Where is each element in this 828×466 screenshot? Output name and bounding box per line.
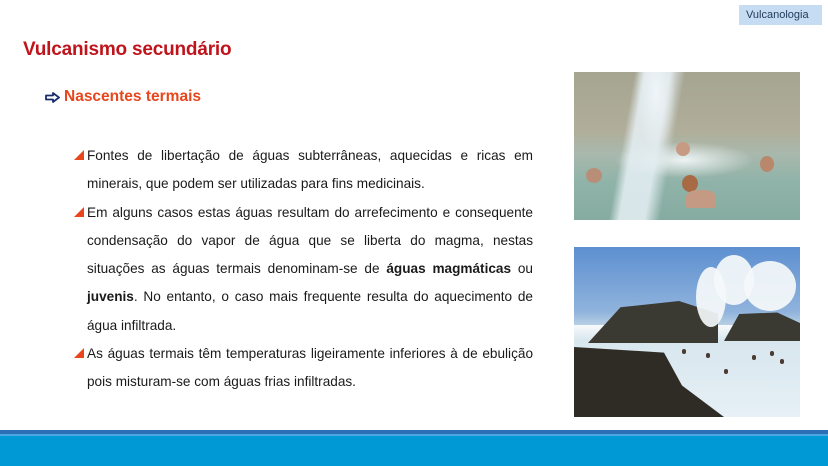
bullet-paragraph — [74, 340, 533, 397]
text-run: ou — [511, 261, 533, 277]
geothermal-lagoon-photo — [574, 247, 800, 417]
bullet-paragraph — [74, 199, 533, 340]
slide-subtitle — [45, 88, 201, 106]
arrow-right-outline-icon — [45, 92, 60, 103]
bather — [676, 142, 690, 156]
text-run: Em alguns casos estas águas resultam do arrefecimento e consequente condensação do vapor de água que se liberta do magma, nestas situações as águas termais denominam-se de — [87, 204, 533, 277]
bather — [686, 190, 716, 208]
hot-spring-waterfall-photo — [574, 72, 800, 220]
slide-title: Vulcanismo secundário — [23, 39, 232, 60]
bather — [780, 359, 784, 364]
slide-body — [74, 142, 533, 397]
paragraph-text — [87, 199, 533, 340]
bullet-paragraph — [74, 142, 533, 199]
footer-bar — [0, 436, 828, 466]
bather — [724, 369, 728, 374]
triangle-bullet-icon — [74, 150, 84, 160]
bather — [760, 156, 774, 172]
text-run: Fontes de libertação de águas subterrâneas, aquecidas e ricas em minerais, que podem ser utilizadas para fins medicinais. — [87, 148, 533, 192]
paragraph-text — [87, 340, 533, 397]
triangle-bullet-icon — [74, 207, 84, 217]
bather — [752, 355, 756, 360]
text-run: As águas termais têm temperaturas ligeiramente inferiores à de ebulição pois misturam-se com águas frias infiltradas. — [87, 346, 533, 390]
lava-rocks — [574, 347, 724, 417]
paragraph-text — [87, 142, 533, 199]
bold-term: juvenis — [87, 289, 134, 305]
mountain — [724, 311, 800, 341]
bather — [682, 349, 686, 354]
triangle-bullet-icon — [74, 348, 84, 358]
bather — [770, 351, 774, 356]
section-tag: Vulcanologia — [739, 5, 822, 25]
bather — [586, 168, 602, 183]
text-run: . No entanto, o caso mais frequente resulta do aquecimento de água infiltrada. — [87, 289, 533, 333]
steam-cloud — [744, 261, 796, 311]
bather — [706, 353, 710, 358]
subtitle-text: Nascentes termais — [64, 88, 201, 105]
bold-term: águas magmáticas — [386, 261, 512, 277]
